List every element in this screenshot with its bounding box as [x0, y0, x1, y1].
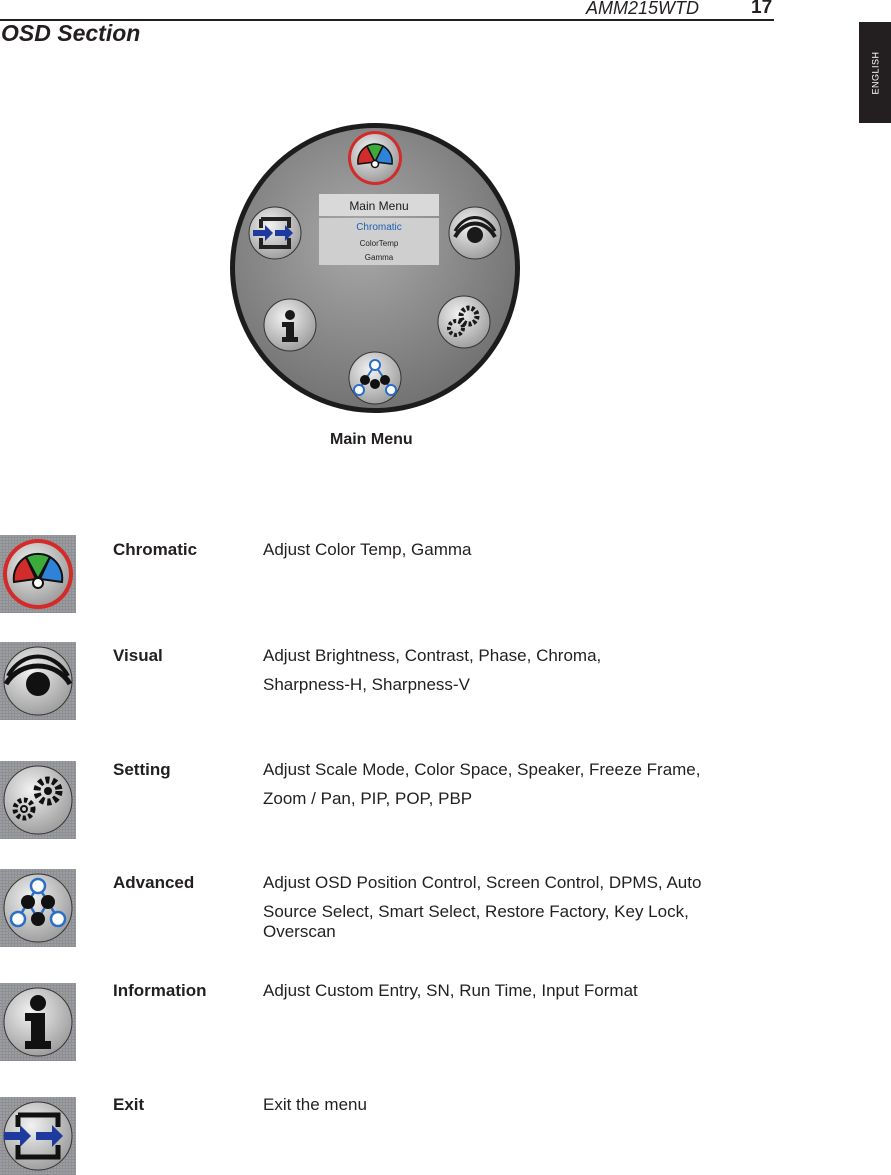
gears-icon — [0, 761, 76, 839]
desc-line: Exit the menu — [263, 1095, 367, 1114]
language-tab-label: ENGLISH — [870, 50, 881, 95]
info-icon — [0, 983, 76, 1061]
item-name-visual: Visual — [113, 646, 163, 665]
item-name-setting: Setting — [113, 760, 171, 779]
desc-line: Adjust Scale Mode, Color Space, Speaker, Freeze Frame, — [263, 760, 701, 779]
item-desc-advanced — [263, 873, 763, 951]
osd-menu-item-gamma: Gamma — [364, 253, 394, 262]
osd-exit-icon — [249, 207, 301, 259]
item-desc-information — [263, 981, 763, 1010]
section-title: OSD Section — [1, 20, 141, 46]
item-name-advanced: Advanced — [113, 873, 195, 892]
desc-line: Source Select, Smart Select, Restore Factory, Key Lock, Overscan — [263, 902, 689, 941]
network-icon — [0, 869, 76, 947]
osd-gears-icon — [438, 296, 490, 348]
exit-arrow-icon — [0, 1097, 76, 1175]
page-number: 17 — [751, 0, 773, 18]
osd-gauge-icon — [348, 131, 402, 185]
osd-menu-item-chromatic: Chromatic — [356, 222, 402, 233]
item-name-information: Information — [113, 981, 207, 1000]
osd-network-icon — [349, 352, 401, 404]
desc-line: Adjust Color Temp, Gamma — [263, 540, 472, 559]
item-name-chromatic: Chromatic — [113, 540, 198, 559]
eye-icon — [0, 642, 76, 720]
desc-line: Adjust OSD Position Control, Screen Control, DPMS, Auto — [263, 873, 702, 892]
item-desc-chromatic — [263, 540, 763, 569]
desc-line: Zoom / Pan, PIP, POP, PBP — [263, 789, 473, 808]
language-tab — [859, 22, 891, 123]
item-desc-visual — [263, 646, 763, 704]
item-name-exit: Exit — [113, 1095, 145, 1114]
model-name: AMM215WTD — [586, 0, 700, 18]
figure-caption: Main Menu — [330, 431, 413, 448]
gauge-icon — [0, 535, 76, 613]
osd-menu-box — [319, 194, 439, 265]
osd-eye-icon — [449, 207, 501, 259]
osd-main-menu-figure — [226, 122, 524, 414]
osd-info-icon — [264, 299, 316, 351]
desc-line: Adjust Brightness, Contrast, Phase, Chroma, — [263, 646, 602, 665]
desc-line: Sharpness-H, Sharpness-V — [263, 675, 470, 694]
osd-menu-item-colortemp: ColorTemp — [359, 239, 399, 248]
item-desc-exit — [263, 1095, 763, 1124]
item-desc-setting — [263, 760, 763, 818]
osd-menu-title: Main Menu — [349, 199, 409, 213]
desc-line: Adjust Custom Entry, SN, Run Time, Input Format — [263, 981, 638, 1000]
